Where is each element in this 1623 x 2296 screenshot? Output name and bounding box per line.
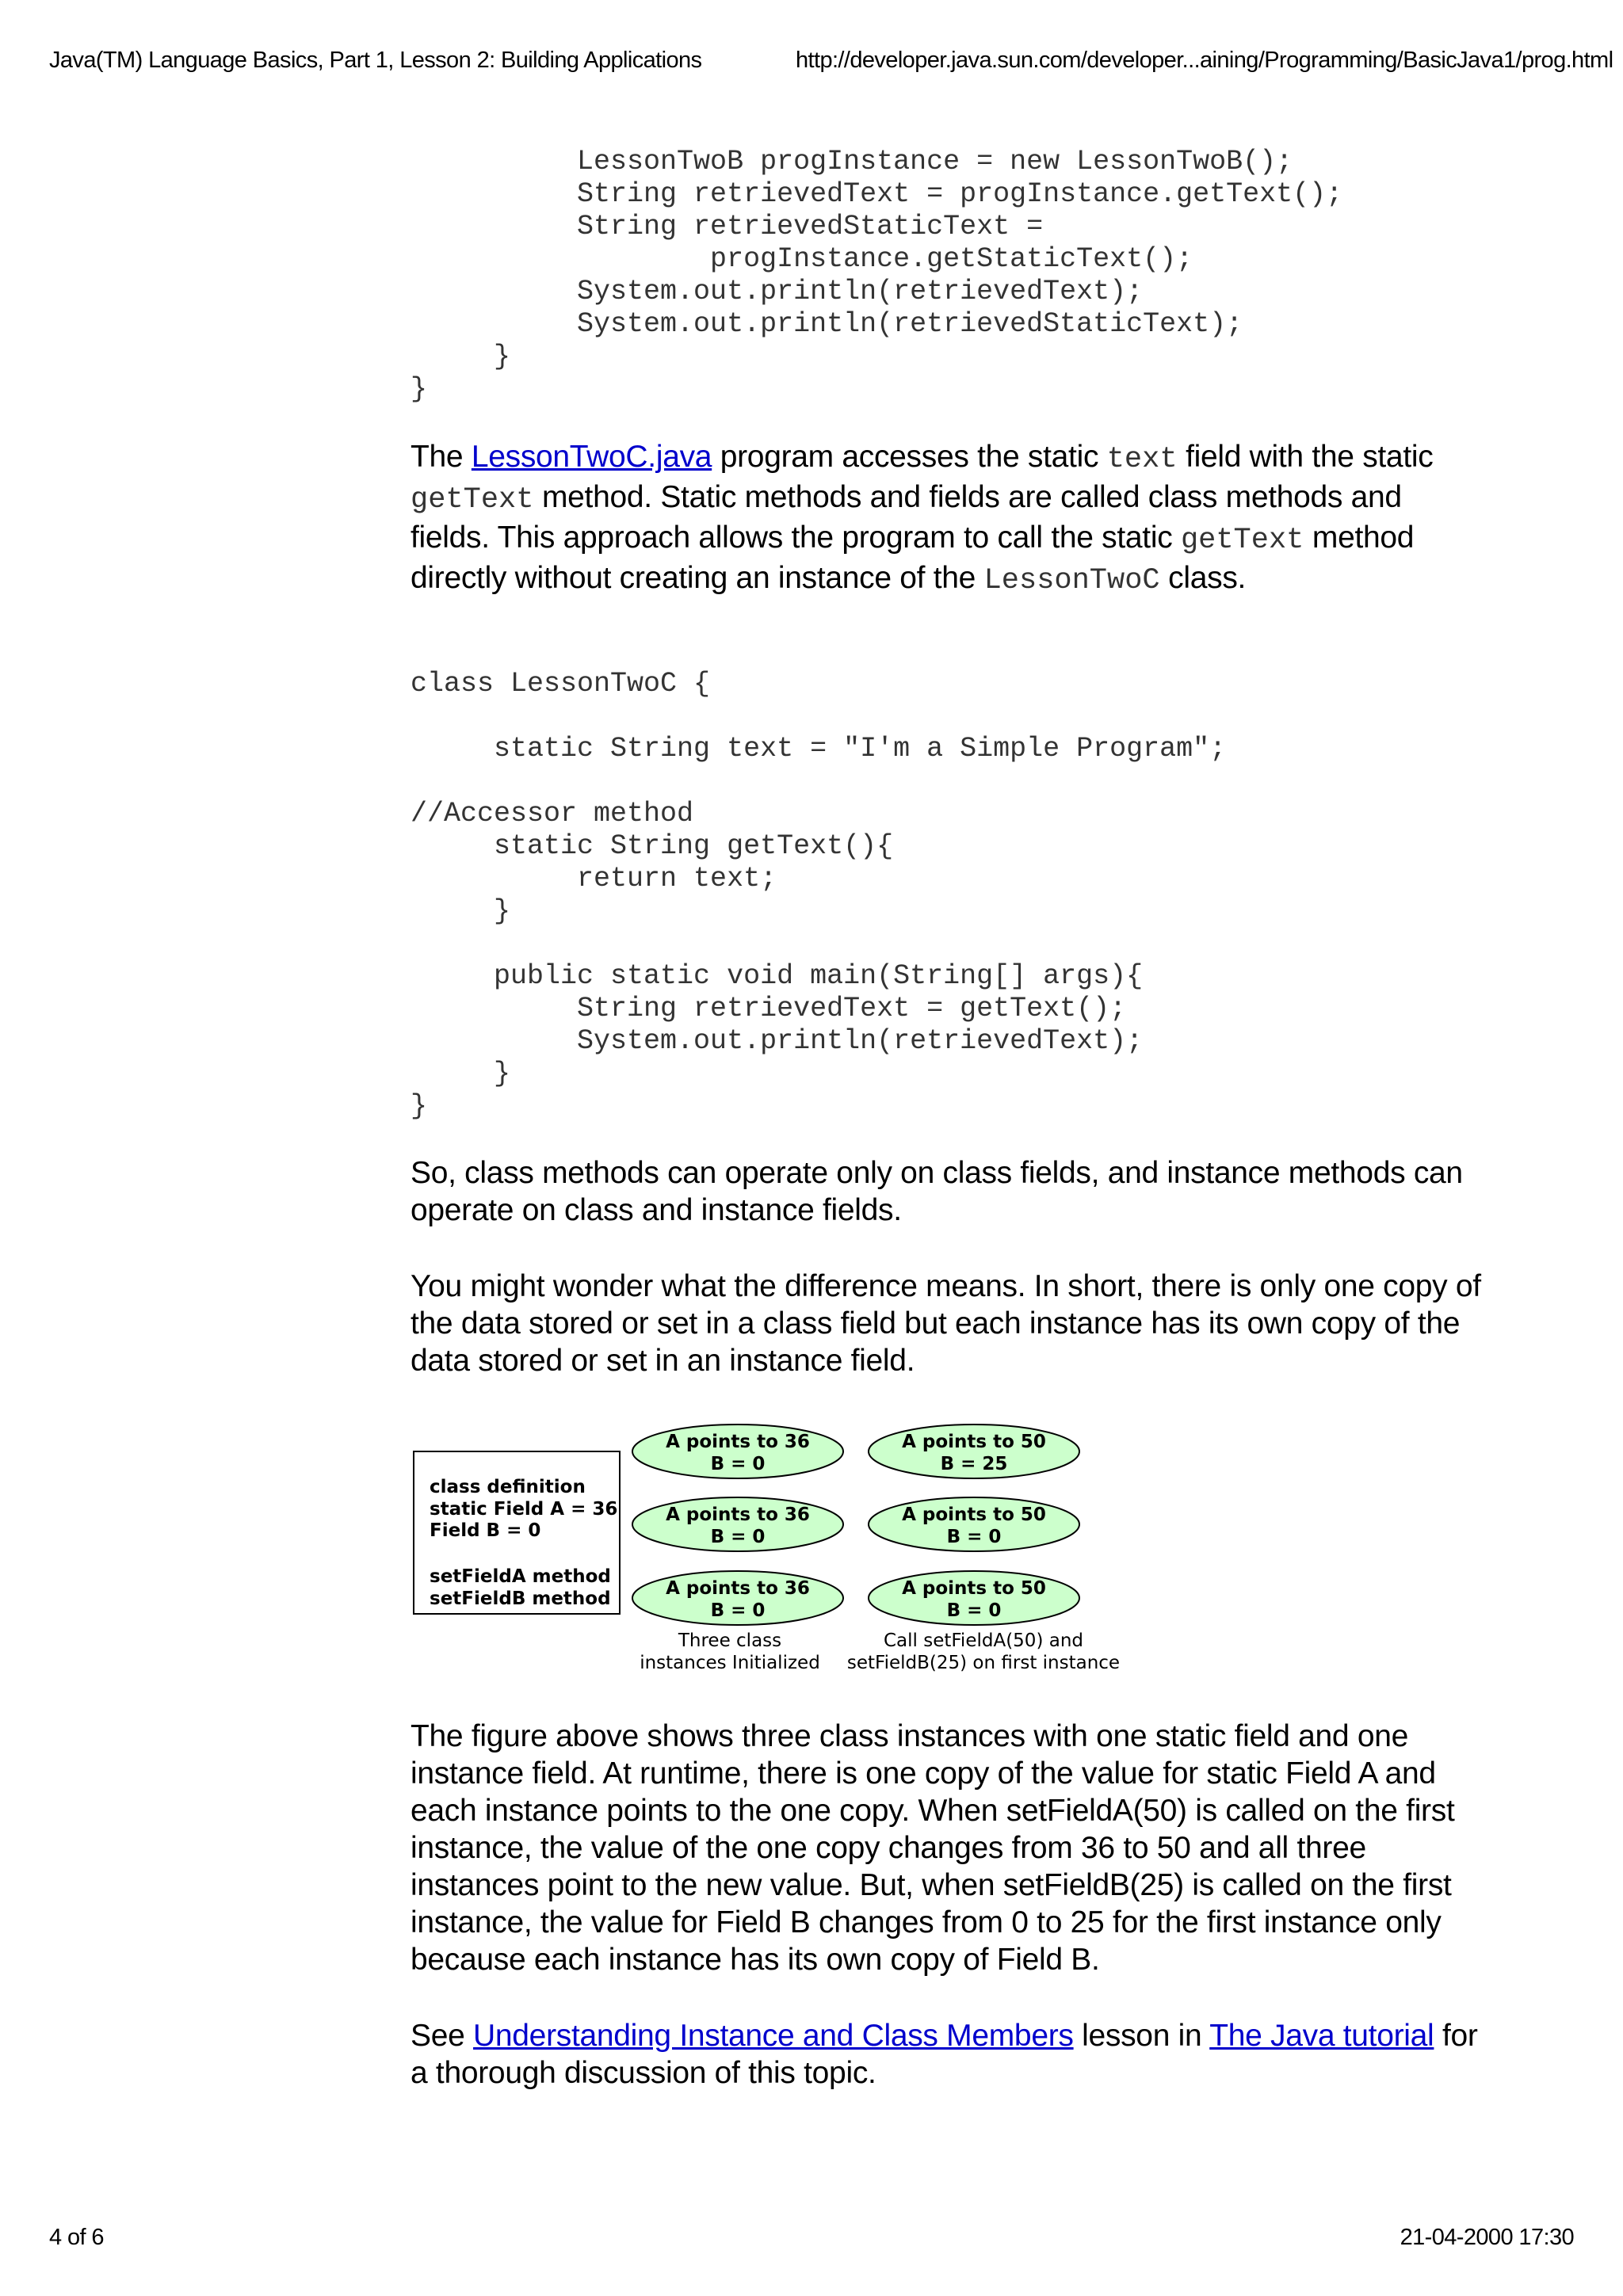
text-span: program accesses the static [712, 440, 1107, 474]
instance-2-updated-b: B = 0 [946, 1527, 1002, 1547]
instance-3-updated-b: B = 0 [946, 1600, 1002, 1621]
paragraph-figure-explanation: The figure above shows three class instances with one static field and one instance field. At runtime, there is one copy of the value for static Field A and each instance points to the one copy. When setFieldA(50) is called on the first instance, the value of the one copy changes from 36 to 50 and all three instances point to the new value. But, when setFieldB(25) is called on the first instance, the value for Field B changes from 0 to 25 for the first instance only because each instance has its own copy of Field B. [411, 1719, 1455, 1977]
header-title: Java(TM) Language Basics, Part 1, Lesson 2: Building Applications [49, 48, 702, 73]
class-box-line-4: setFieldA method [430, 1566, 611, 1587]
lesson-two-c-link[interactable]: LessonTwoC.java [471, 440, 712, 474]
class-instances-figure [411, 1412, 1140, 1681]
instance-1-initial-a: A points to 36 [666, 1432, 810, 1452]
code-block-lesson-two-c: class LessonTwoC { static String text = "I'm a Simple Program"; //Accessor method static String getText(){ return text; } public static void main(String[] args){ String retrievedText = getText(); System.out.println(retrievedText); } } [411, 668, 1227, 1122]
header-url: http://developer.java.sun.com/developer...aining/Programming/BasicJava1/prog.html [796, 48, 1613, 73]
figure-svg [411, 1412, 1140, 1681]
instance-2-initial-a: A points to 36 [666, 1505, 810, 1525]
code-block-lesson-two-b: LessonTwoB progInstance = new LessonTwoB(); String retrievedText = progInstance.getText(); String retrievedStaticText = progInstance.getStaticText(); System.out.println(retrievedText); System.out.println(retrievedStaticText); } } [411, 146, 1343, 405]
java-tutorial-link[interactable]: The Java tutorial [1209, 2019, 1434, 2053]
instance-3-initial-a: A points to 36 [666, 1578, 810, 1599]
code-inline: getText [411, 483, 534, 517]
understanding-members-link[interactable]: Understanding Instance and Class Members [473, 2019, 1074, 2053]
footer-page-number: 4 of 6 [49, 2225, 104, 2250]
instance-3-initial-b: B = 0 [710, 1600, 766, 1621]
text-span: field with the static [1177, 440, 1434, 474]
code-inline: getText [1180, 524, 1304, 557]
caption-right-line-1: Call setFieldA(50) and [883, 1630, 1084, 1651]
instance-3-updated-a: A points to 50 [902, 1578, 1046, 1599]
caption-left-line-1: Three class [678, 1630, 782, 1651]
text-span: lesson in [1073, 2019, 1210, 2053]
text-span: method directly without creating an instance of the [411, 521, 1415, 595]
code-inline: LessonTwoC [983, 564, 1160, 597]
text-span: for a thorough discussion of this topic. [411, 2019, 1478, 2090]
class-box-line-1: class definition [430, 1477, 586, 1497]
paragraph-see-tutorial [411, 2017, 1488, 2092]
paragraph-difference: You might wonder what the difference means. In short, there is only one copy of the data stored or set in a class field but each instance has its own copy of the data stored or set in an instance field. [411, 1269, 1481, 1378]
instance-1-updated-b: B = 25 [940, 1454, 1008, 1474]
caption-left-line-2: instances Initialized [640, 1653, 820, 1673]
text-span: The [411, 440, 472, 474]
paragraph-class-methods: So, class methods can operate only on class fields, and instance methods can operate on class and instance fields. [411, 1156, 1463, 1227]
instance-2-initial-b: B = 0 [710, 1527, 766, 1547]
instance-2-updated-a: A points to 50 [902, 1505, 1046, 1525]
caption-right-line-2: setFieldB(25) on first instance [846, 1653, 1121, 1673]
instance-1-updated-a: A points to 50 [902, 1432, 1046, 1452]
code-inline: text [1106, 443, 1178, 476]
instance-1-initial-b: B = 0 [710, 1454, 766, 1474]
class-box-line-3: Field B = 0 [430, 1520, 541, 1541]
footer-datetime: 21-04-2000 17:30 [1400, 2225, 1574, 2250]
class-box-line-2: static Field A = 36 [430, 1499, 618, 1520]
text-span: class. [1159, 561, 1247, 595]
text-span: method. Static methods and fields are called class methods and fields. This approach allows the program to call the static [411, 480, 1402, 555]
text-span: See [411, 2019, 474, 2053]
paragraph-static-methods [411, 438, 1488, 600]
class-box-line-5: setFieldB method [430, 1589, 611, 1609]
